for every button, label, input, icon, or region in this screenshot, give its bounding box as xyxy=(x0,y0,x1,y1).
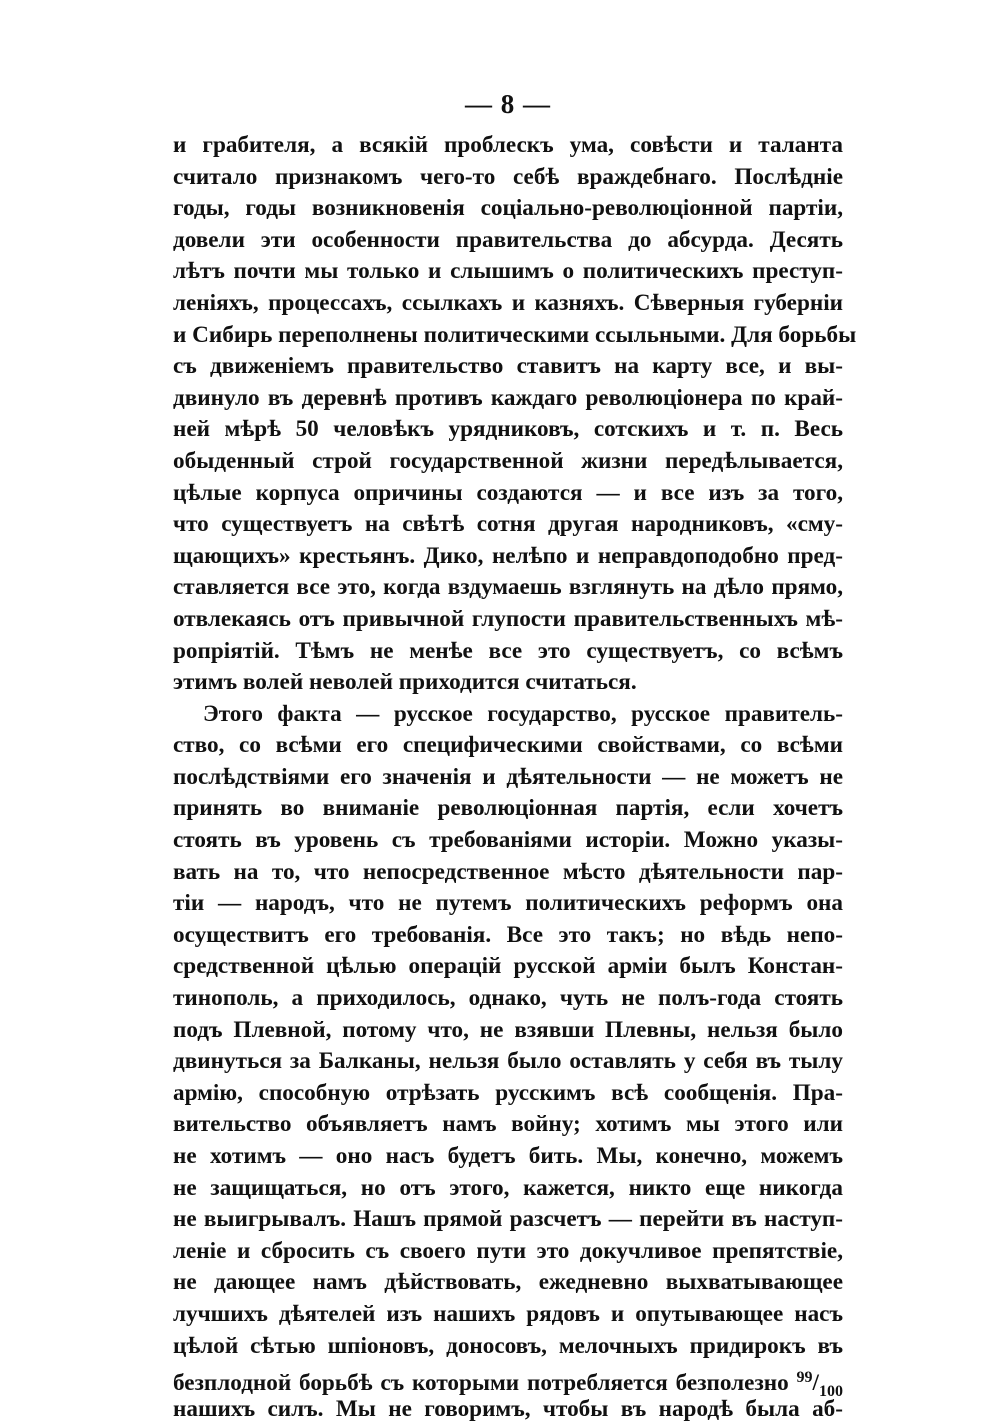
text-line: съ движеніемъ правительство ставитъ на карту все, и вы- xyxy=(173,353,843,380)
text-line: ставляется все это, когда вздумаешь взглянуть на дѣло прямо, xyxy=(173,574,843,601)
text-line: вать на то, что непосредственное мѣсто дѣятельности пар- xyxy=(173,858,843,885)
text-line: нашихъ силъ. Мы не говоримъ, чтобы въ народѣ была аб- xyxy=(173,1395,843,1422)
text-line: двинуло въ деревнѣ противъ каждаго революціонера по край- xyxy=(173,384,843,411)
text-line: осуществитъ его требованія. Все это такъ; но вѣдь непо- xyxy=(173,921,843,948)
text-line: ней мѣрѣ 50 человѣкъ урядниковъ, сотскихъ и т. п. Весь xyxy=(173,416,843,443)
text-line: не хотимъ — оно насъ будетъ бить. Мы, конечно, можемъ xyxy=(173,1143,843,1169)
text-line: двинуться за Балканы, нельзя было оставлять у себя въ тылу xyxy=(173,1048,843,1075)
text-line: обыденный строй государственной жизни передѣлывается, xyxy=(173,447,843,474)
text-line: годы, годы возникновенія соціально-революціонной партіи, xyxy=(173,195,843,222)
fraction-denominator: 100 xyxy=(819,1383,843,1401)
text-line: и грабителя, а всякій проблескъ ума, совѣсти и таланта xyxy=(173,132,843,158)
text-line: цѣлые корпуса опричины создаются — и все изъ за того, xyxy=(173,479,843,506)
text-line: леніе и сбросить съ своего пути это докучливое препятствіе, xyxy=(173,1237,843,1264)
text-line: лучшихъ дѣятелей изъ нашихъ рядовъ и опутывающее насъ xyxy=(173,1300,843,1327)
text-line-fraction xyxy=(173,1362,843,1401)
text-line: цѣлой сѣтью шпіоновъ, доносовъ, мелочныхъ придирокъ въ xyxy=(173,1332,843,1359)
text-line: вительство объявляетъ намъ войну; хотимъ мы этого или xyxy=(173,1111,843,1138)
text-line: не дающее намъ дѣйствовать, ежедневно выхватывающее xyxy=(173,1269,843,1296)
text-line: тіи — народъ, что не путемъ политическихъ реформъ она xyxy=(173,890,843,917)
paragraph-2 xyxy=(173,699,843,1425)
text-line: Этого факта — русское государство, русское правитель- xyxy=(203,700,843,727)
text-line: средственной цѣлью операцій русской арміи былъ Констан- xyxy=(173,953,843,980)
text-line: не защищаться, но отъ этого, кажется, никто еще никогда xyxy=(173,1174,843,1201)
text-line: и Сибирь переполнены политическими ссыльными. Для борьбы xyxy=(173,321,857,348)
text-line: считало признакомъ чего-то себѣ враждебнаго. Послѣдніе xyxy=(173,163,843,190)
text-line: тинополь, а приходилось, однако, чуть не полъ-года стоять xyxy=(173,985,843,1012)
text-line: армію, способную отрѣзать русскимъ всѣ сообщенія. Пра- xyxy=(173,1079,843,1106)
text-line: этимъ волей неволей приходится считаться. xyxy=(173,669,637,696)
text-line: отвлекаясь отъ привычной глупости правительственныхъ мѣ- xyxy=(173,605,843,632)
page-number: — 8 — xyxy=(465,89,551,119)
document-page xyxy=(173,88,857,1425)
text-line: ство, со всѣми его специфическими свойствами, со всѣми xyxy=(173,732,843,759)
text-line: щающихъ» крестьянъ. Дико, нелѣпо и неправдоподобно пред- xyxy=(173,542,843,569)
text-line: не выигрывалъ. Нашъ прямой разсчетъ — перейти въ наступ- xyxy=(173,1206,843,1233)
text-line: стоять въ уровень съ требованіями исторіи. Можно указы- xyxy=(173,827,843,854)
fraction-numerator: 99 xyxy=(796,1369,813,1387)
text-line: подъ Плевной, потому что, не взявши Плевны, нельзя было xyxy=(173,1016,843,1043)
fraction-slash: / xyxy=(812,1370,819,1397)
text-line: леніяхъ, процессахъ, ссылкахъ и казняхъ. Сѣверныя губерніи xyxy=(173,289,843,316)
text-line: послѣдствіями его значенія и дѣятельности — не можетъ не xyxy=(173,763,843,790)
text-line: довели эти особенности правительства до абсурда. Десять xyxy=(173,226,843,253)
fraction-line-text: безплодной борьбѣ съ которыми потребляется безполезно xyxy=(173,1370,789,1397)
text-line: принять во вниманіе революціонная партія, если хочетъ xyxy=(173,795,843,822)
text-line: лѣтъ почти мы только и слышимъ о политическихъ преступ- xyxy=(173,258,843,285)
paragraph-1 xyxy=(173,130,857,699)
text-line: ропріятій. Тѣмъ не менѣе все это существуетъ, со всѣмъ xyxy=(173,637,843,664)
text-line: что существуетъ на свѣтѣ сотня другая народниковъ, «сму- xyxy=(173,511,843,538)
